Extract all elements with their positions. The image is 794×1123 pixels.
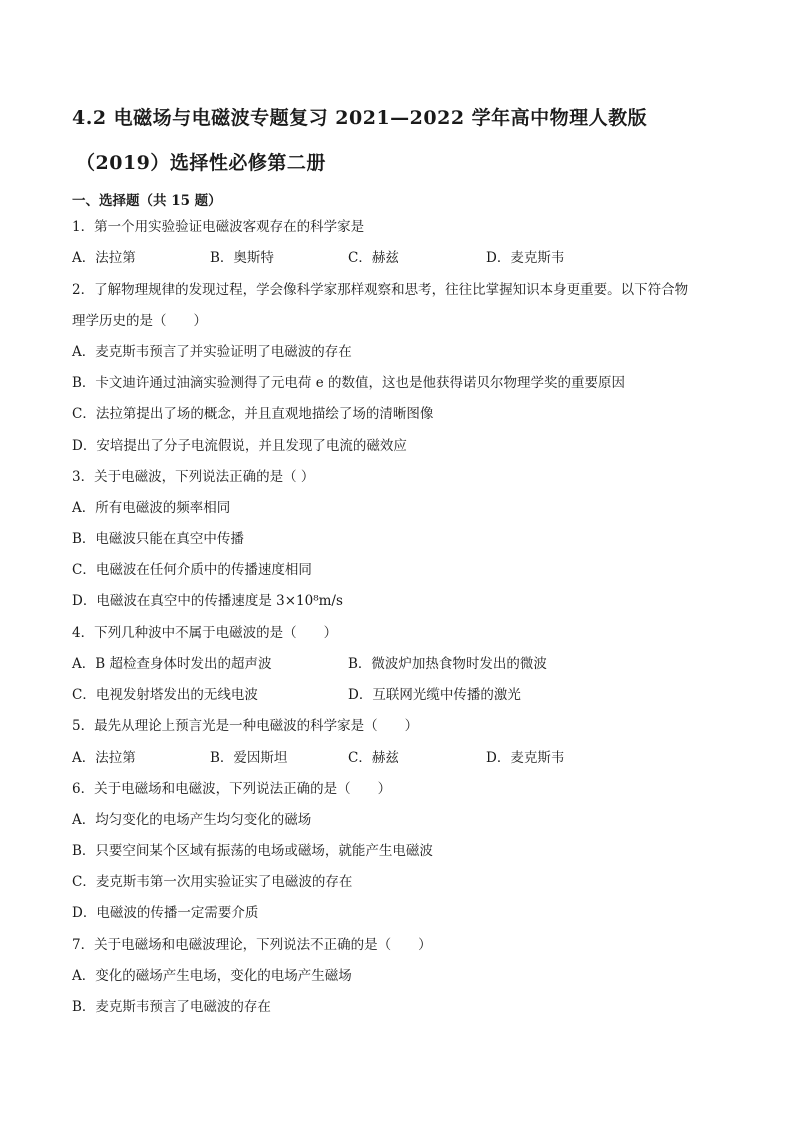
question-6-option-c: C．麦克斯韦第一次用实验证实了电磁波的存在 [72,874,353,890]
question-6-option-a: A．均匀变化的电场产生均匀变化的磁场 [72,812,312,828]
question-2-option-b: B．卡文迪许通过油滴实验测得了元电荷 e 的数值，这也是他获得诺贝尔物理学奖的重要原因 [72,375,625,391]
question-6-option-d: D．电磁波的传播一定需要介质 [72,905,259,921]
question-2-stem-line-2: 理学历史的是（ ） [72,313,207,329]
question-4-option-b: B．微波炉加热食物时发出的微波 [348,656,547,672]
question-5-option-d: D．麦克斯韦 [486,750,565,766]
question-1-option-b: B．奥斯特 [210,250,274,266]
question-4-option-c: C．电视发射塔发出的无线电波 [72,687,258,703]
question-4-option-a: A．B 超检查身体时发出的超声波 [72,656,272,672]
question-3-option-d: D．电磁波在真空中的传播速度是 3×10⁸m/s [72,593,343,609]
document-title-line-2: （2019）选择性必修第二册 [76,152,326,174]
question-2-option-a: A．麦克斯韦预言了并实验证明了电磁波的存在 [72,344,352,360]
question-7-option-b: B．麦克斯韦预言了电磁波的存在 [72,999,271,1015]
question-3-option-c: C．电磁波在任何介质中的传播速度相同 [72,562,312,578]
question-5-option-a: A．法拉第 [72,750,136,766]
question-7-stem: 7．关于电磁场和电磁波理论，下列说法不正确的是（ ） [72,937,432,953]
question-1-option-c: C．赫兹 [348,250,399,266]
question-3-option-a: A．所有电磁波的频率相同 [72,500,231,516]
question-4-option-d: D．互联网光缆中传播的激光 [348,687,521,703]
question-5-option-c: C．赫兹 [348,750,399,766]
document-title-line-1: 4.2 电磁场与电磁波专题复习 2021—2022 学年高中物理人教版 [72,107,648,129]
question-2-option-c: C．法拉第提出了场的概念，并且直观地描绘了场的清晰图像 [72,406,434,422]
section-heading: 一、选择题（共 15 题） [72,193,222,209]
question-1-stem: 1．第一个用实验验证电磁波客观存在的科学家是 [72,219,365,235]
question-5-stem: 5．最先从理论上预言光是一种电磁波的科学家是（ ） [72,718,419,734]
question-7-option-a: A．变化的磁场产生电场，变化的电场产生磁场 [72,968,352,984]
question-4-stem: 4．下列几种波中不属于电磁波的是（ ） [72,625,338,641]
question-1-option-d: D．麦克斯韦 [486,250,565,266]
question-5-option-b: B．爱因斯坦 [210,750,288,766]
question-2-stem-line-1: 2．了解物理规律的发现过程，学会像科学家那样观察和思考，往往比掌握知识本身更重要。以下符合物 [72,282,689,298]
question-6-stem: 6．关于电磁场和电磁波，下列说法正确的是（ ） [72,781,392,797]
question-3-stem: 3．关于电磁波，下列说法正确的是（ ） [72,469,315,485]
question-3-option-b: B．电磁波只能在真空中传播 [72,531,244,547]
question-2-option-d: D．安培提出了分子电流假说，并且发现了电流的磁效应 [72,438,407,454]
question-6-option-b: B．只要空间某个区域有振荡的电场或磁场，就能产生电磁波 [72,843,433,859]
question-1-option-a: A．法拉第 [72,250,136,266]
